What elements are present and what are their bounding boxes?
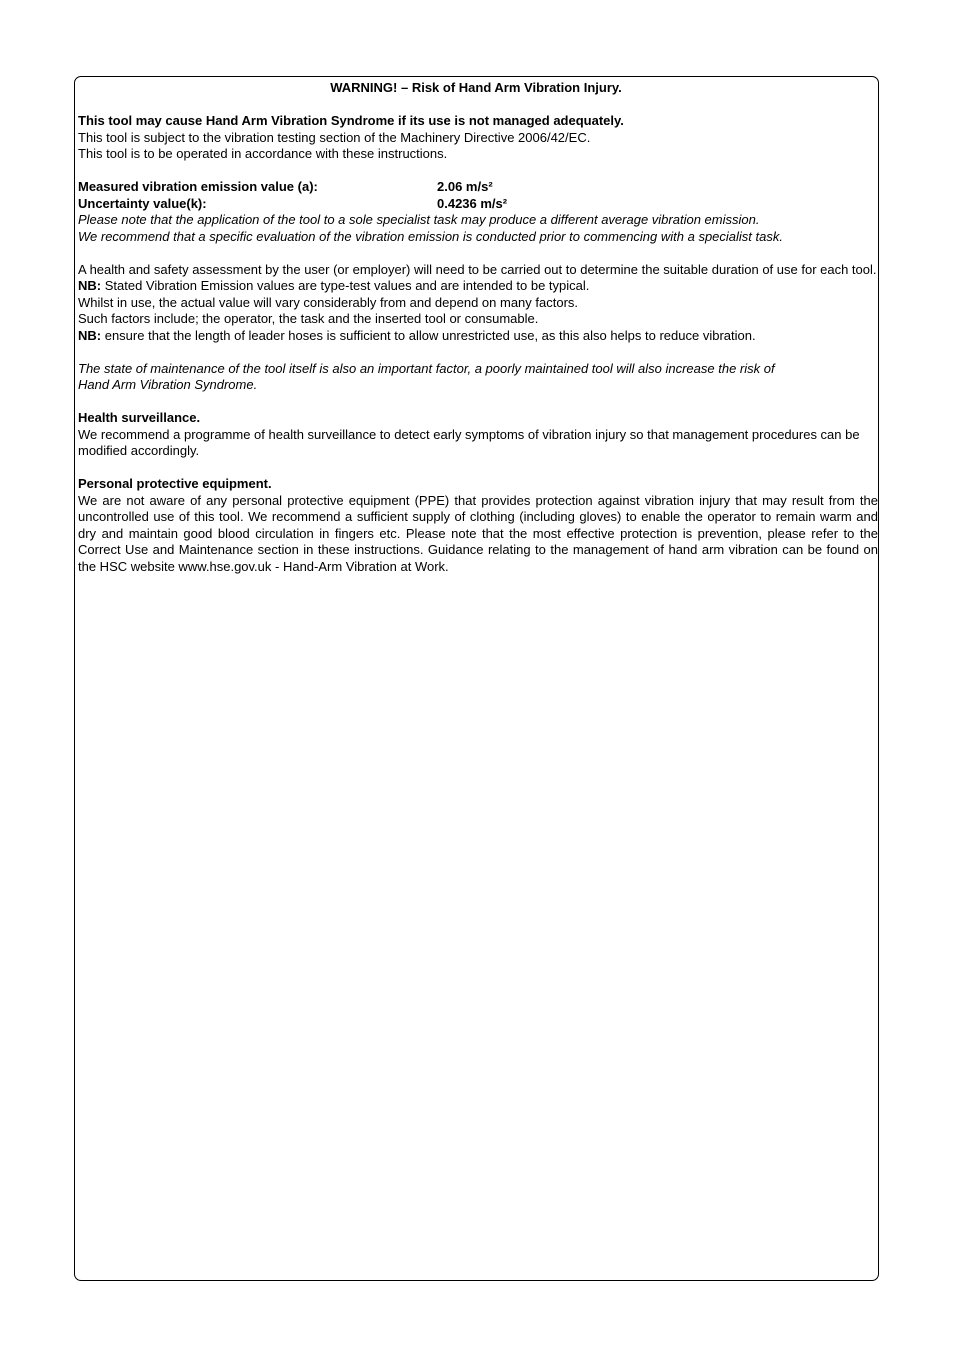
- uncertainty-row: [78, 196, 878, 213]
- spacer: [78, 97, 878, 114]
- assessment-nb-2: [78, 328, 878, 345]
- nb-label: NB:: [78, 327, 102, 343]
- spacer: [78, 344, 878, 361]
- assessment-line-3: Such factors include; the operator, the task and the inserted tool or consumable.: [78, 311, 539, 326]
- assessment-line-1: A health and safety assessment by the user (or employer) will need to be carried out to determine the suitable duration of use for each tool.: [78, 261, 877, 277]
- nb-label: NB:: [78, 278, 102, 293]
- ppe-text: We are not aware of any personal protective equipment (PPE) that provides protection against vibration injury that may result from the uncontrolled use of this tool. We recommend a sufficient supply of clothing (including gloves) to enable the operator to remain warm and dry and maintain good blood circulation in fingers etc. Please note that the most effective protection is prevention, please refer to the Correct Use and Maintenance section in these instructions. Guidance relating to the management of hand arm vibration can be found on the HSC website www.hse.gov.uk - Hand-Arm Vibration at Work.: [78, 492, 878, 574]
- intro-line-2: This tool is to be operated in accordance with these instructions.: [78, 146, 448, 161]
- uncertainty-value: 0.4236 m/s²: [437, 195, 508, 211]
- assessment-nb-1: [78, 278, 878, 295]
- uncertainty-label: Uncertainty value(k):: [78, 195, 207, 211]
- spacer: [78, 245, 878, 262]
- emission-row: [78, 179, 878, 196]
- ppe-heading: Personal protective equipment.: [78, 476, 272, 491]
- intro-line-1: This tool is subject to the vibration testing section of the Machinery Directive 2006/42/EC.: [78, 129, 591, 145]
- maintenance-line-1: The state of maintenance of the tool itself is also an important factor, a poorly maintained tool will also increase the risk of: [78, 360, 775, 376]
- specialist-note-2: We recommend that a specific evaluation of the vibration emission is conducted prior to commencing with a specialist task.: [78, 228, 783, 244]
- spacer: [78, 460, 878, 477]
- specialist-note-1: Please note that the application of the tool to a sole specialist task may produce a different average vibration emission.: [78, 212, 760, 227]
- intro-heading: This tool may cause Hand Arm Vibration Syndrome if its use is not managed adequately.: [78, 113, 624, 128]
- health-surveillance-text: We recommend a programme of health surveillance to detect early symptoms of vibration injury so that management procedures can be modified accordingly.: [78, 426, 860, 458]
- spacer: [78, 163, 878, 180]
- nb-text: ensure that the length of leader hoses is sufficient to allow unrestricted use, as this also helps to reduce vibration.: [101, 327, 756, 343]
- maintenance-line-2: Hand Arm Vibration Syndrome.: [78, 377, 258, 392]
- warning-content: [78, 80, 878, 575]
- health-surveillance-heading: Health surveillance.: [78, 410, 201, 425]
- warning-title: WARNING! – Risk of Hand Arm Vibration Injury.: [330, 80, 622, 95]
- assessment-line-2: Whilst in use, the actual value will vary considerably from and depend on many factors.: [78, 294, 579, 310]
- emission-label: Measured vibration emission value (a):: [78, 179, 318, 194]
- spacer: [78, 394, 878, 411]
- nb-text: Stated Vibration Emission values are type-test values and are intended to be typical.: [101, 278, 590, 293]
- emission-value: 2.06 m/s²: [437, 179, 493, 194]
